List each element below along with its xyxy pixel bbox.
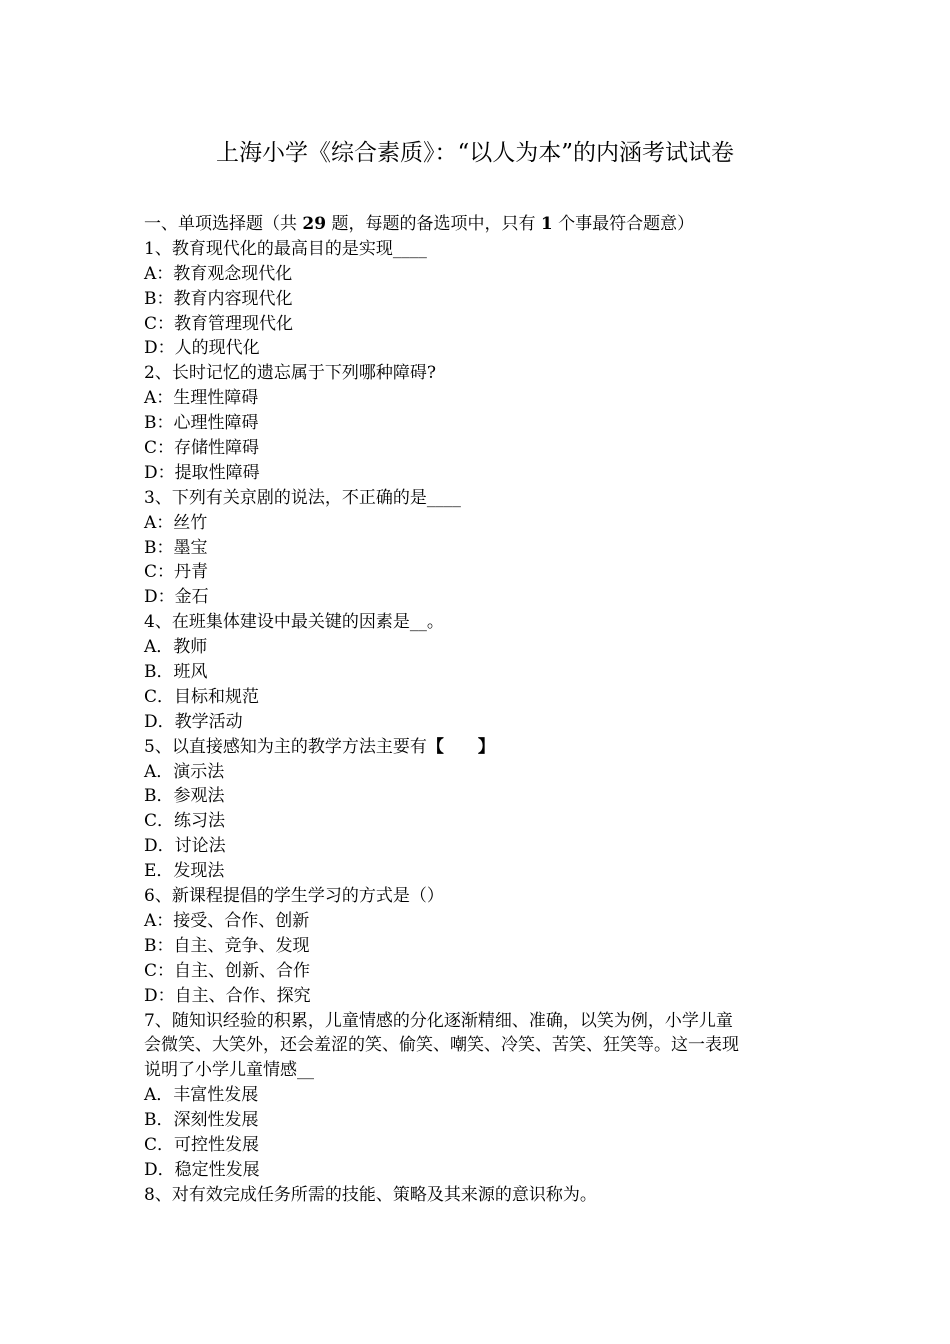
- question-option: D．讨论法: [144, 836, 226, 857]
- question-option: B．班风: [144, 662, 208, 683]
- exam-content: [144, 212, 810, 1208]
- question-stem: 3、下列有关京剧的说法，不正确的是____: [144, 487, 461, 508]
- question-stem-line: 7、随知识经验的积累，儿童情感的分化逐渐精细、准确，以笑为例，小学儿童: [144, 1010, 733, 1031]
- question-option: D．稳定性发展: [144, 1159, 260, 1180]
- question-stem: 4、在班集体建设中最关键的因素是__。: [144, 612, 444, 633]
- question-option: C：教育管理现代化: [144, 313, 294, 334]
- question-option: C．可控性发展: [144, 1134, 260, 1155]
- page-title: 上海小学《综合素质》：“以人为本”的内涵考试试卷: [215, 140, 735, 166]
- question-option: B：墨宝: [144, 537, 208, 558]
- section-heading: [144, 212, 810, 237]
- question-option: D：人的现代化: [144, 338, 260, 359]
- question-option: D：自主、合作、探究: [144, 985, 311, 1006]
- question-option: E．发现法: [144, 861, 225, 882]
- question-stem: [144, 735, 810, 760]
- question-option: A：生理性障碍: [144, 388, 259, 409]
- question-option: C．练习法: [144, 811, 226, 832]
- question-option: A．丰富性发展: [144, 1085, 259, 1106]
- question-stem-text: 5、以直接感知为主的教学方法主要有: [144, 736, 427, 757]
- question-option: C：自主、创新、合作: [144, 960, 311, 981]
- question-option: C：存储性障碍: [144, 438, 260, 459]
- question-stem: 1、教育现代化的最高目的是实现____: [144, 238, 427, 259]
- question-option: B：心理性障碍: [144, 413, 259, 434]
- question-count: 29: [302, 214, 327, 234]
- question-option: A．教师: [144, 637, 208, 658]
- question-option: C．目标和规范: [144, 686, 260, 707]
- question-option: C：丹青: [144, 562, 209, 583]
- answer-bracket: 【 】: [426, 736, 495, 757]
- section-heading-suffix: 个事最符合题意）: [552, 214, 695, 234]
- question-stem: 6、新课程提倡的学生学习的方式是（）: [144, 886, 444, 907]
- question-option: A．演示法: [144, 761, 225, 782]
- question-option: D：金石: [144, 587, 209, 608]
- question-option: B．深刻性发展: [144, 1110, 259, 1131]
- question-option: B：自主、竞争、发现: [144, 935, 310, 956]
- question-option: B．参观法: [144, 786, 225, 807]
- question-stem-line: 说明了小学儿童情感__: [144, 1060, 314, 1081]
- question-option: A：接受、合作、创新: [144, 910, 310, 931]
- section-heading-prefix: 一、单项选择题（共: [144, 214, 303, 234]
- answer-count: 1: [540, 214, 553, 234]
- section-heading-mid: 题，每题的备选项中，只有: [326, 214, 541, 234]
- question-option: D：提取性障碍: [144, 462, 260, 483]
- question-stem: 2、长时记忆的遗忘属于下列哪种障碍?: [144, 363, 436, 384]
- question-option: A：丝竹: [144, 512, 208, 533]
- question-stem-line: 会微笑、大笑外，还会羞涩的笑、偷笑、嘲笑、冷笑、苦笑、狂笑等。这一表现: [144, 1035, 739, 1056]
- question-option: A：教育观念现代化: [144, 263, 293, 284]
- question-option: D．教学活动: [144, 711, 243, 732]
- question-option: B：教育内容现代化: [144, 288, 293, 309]
- question-stem: 8、对有效完成任务所需的技能、策略及其来源的意识称为。: [144, 1184, 597, 1205]
